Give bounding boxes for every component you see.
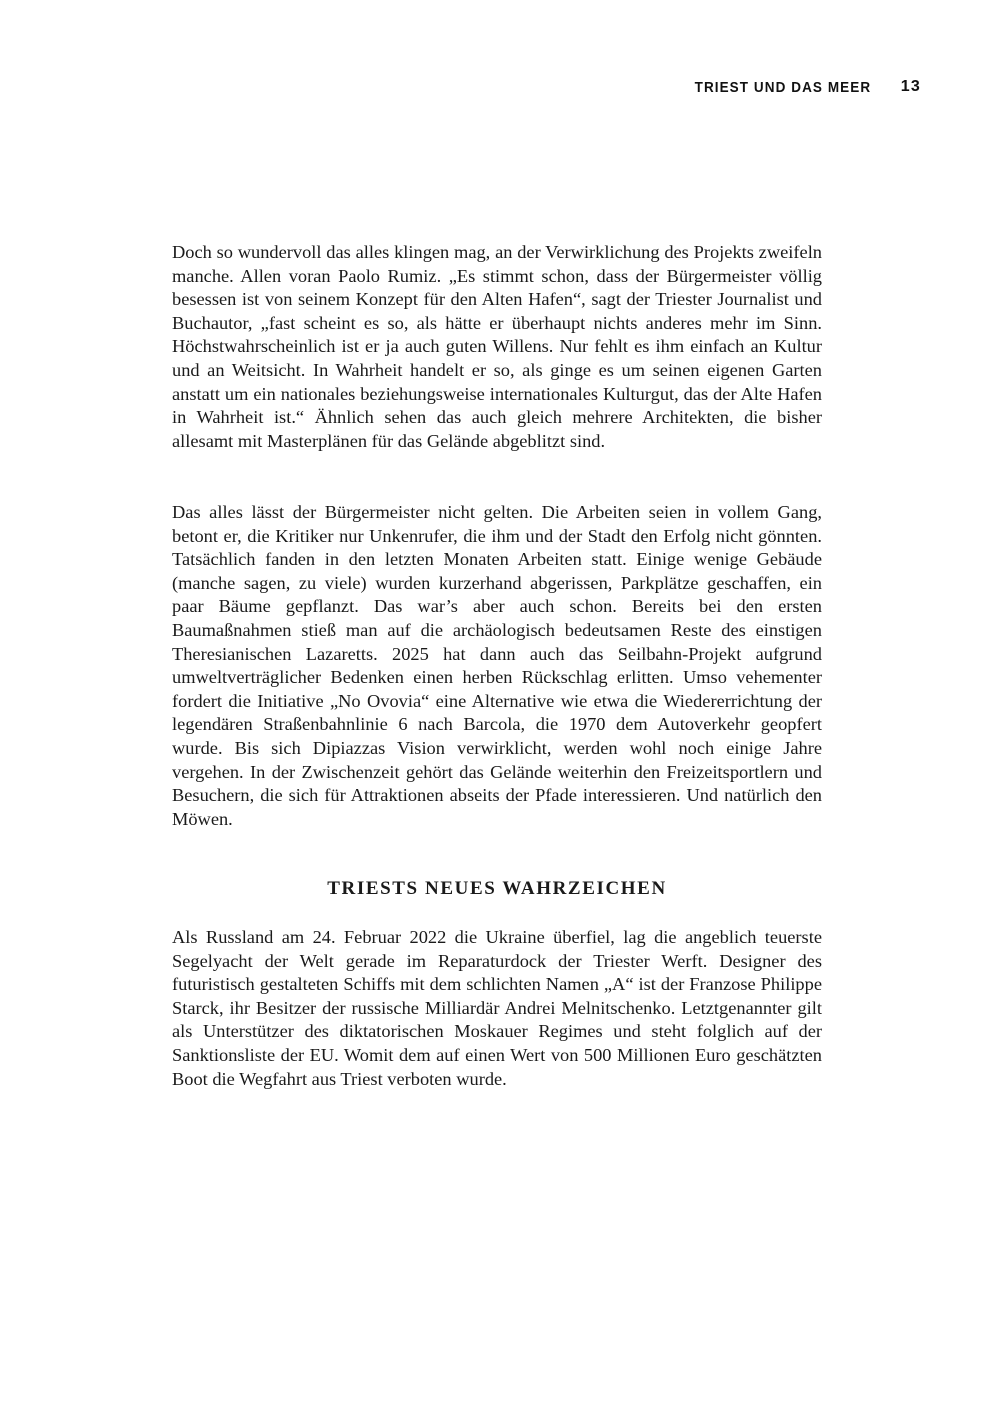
running-head [675,78,921,96]
running-title: TRIEST UND DAS MEER [694,78,871,96]
section-heading: TRIESTS NEUES WAHRZEICHEN [327,878,667,899]
paragraph-text: Das alles lässt der Bürgermeister nicht gelten. Die Arbeiten seien in vollem Gang, betont er, die Kritiker nur Unkenrufer, die ihm und der Stadt den Erfolg nicht gönnten. Tatsächlich fanden in den letzten Monaten Arbeiten statt. Einige wenige Gebäude (manche sagen, zu viele) wurden kurzerhand abgerissen, Parkplätze geschaffen, ein paar Bäume gepflanzt. Das war’s aber auch schon. Bereits bei den ersten Baumaßnahmen stieß man auf die archäologisch bedeutsamen Reste des einstigen Theresianischen Lazaretts. 2025 hat dann auch das Seilbahn-Projekt aufgrund umweltverträglicher Bedenken einen herben Rückschlag erlitten. Umso vehementer fordert die Initiative „No Ovovia“ eine Alternative wie etwa die Wiedererrichtung der legendären Straßenbahnlinie 6 nach Barcola, die 1970 dem Autoverkehr geopfert wurde. Bis sich Dipiazzas Vision verwirklicht, werden wohl noch einige Jahre vergehen. In der Zwischenzeit gehört das Gelände weiterhin den Freizeitsportlern und Besuchern, die sich für Attraktionen abseits der Pfade interessieren. Und natürlich den Möwen. [172,502,822,829]
body-paragraph-2 [172,501,822,831]
body-paragraph-1 [172,241,822,453]
paragraph-text: Doch so wundervoll das alles klingen mag, an der Verwirklichung des Projekts zweifeln manche. Allen voran Paolo Rumiz. „Es stimmt schon, dass der Bürgermeister völlig besessen ist von seinem Konzept für den Alten Hafen“, sagt der Triester Journalist und Buchautor, „fast scheint es so, als hätte er überhaupt nichts anderes mehr im Sinn. Höchstwahrscheinlich ist er ja auch guten Willens. Nur fehlt es ihm einfach an Kultur und an Weitsicht. In Wahrheit handelt er so, als ginge es um seinen eigenen Garten anstatt um ein nationales beziehungsweise internationales Kulturgut, das der Alte Hafen in Wahrheit ist.“ Ähnlich sehen das auch gleich mehrere Architekten, die bisher allesamt mit Masterplänen für das Gelände abgeblitzt sind. [172,242,822,451]
body-paragraph-3 [172,926,822,1091]
paragraph-text: Als Russland am 24. Februar 2022 die Ukraine überfiel, lag die angeblich teuerste Segelyacht der Welt gerade im Reparaturdock der Triester Werft. Designer des futuristisch gestalteten Schiffs mit dem schlichten Namen „A“ ist der Franzose Philippe Starck, ihr Besitzer der russische Milliardär Andrei Melnitschenko. Letztgenannter gilt als Unterstützer des diktatorischen Moskauer Regimes und steht folglich auf der Sanktionsliste der EU. Womit dem auf einen Wert von 500 Millionen Euro geschätzten Boot die Wegfahrt aus Triest verboten wurde. [172,927,822,1089]
page-number: 13 [900,78,921,95]
